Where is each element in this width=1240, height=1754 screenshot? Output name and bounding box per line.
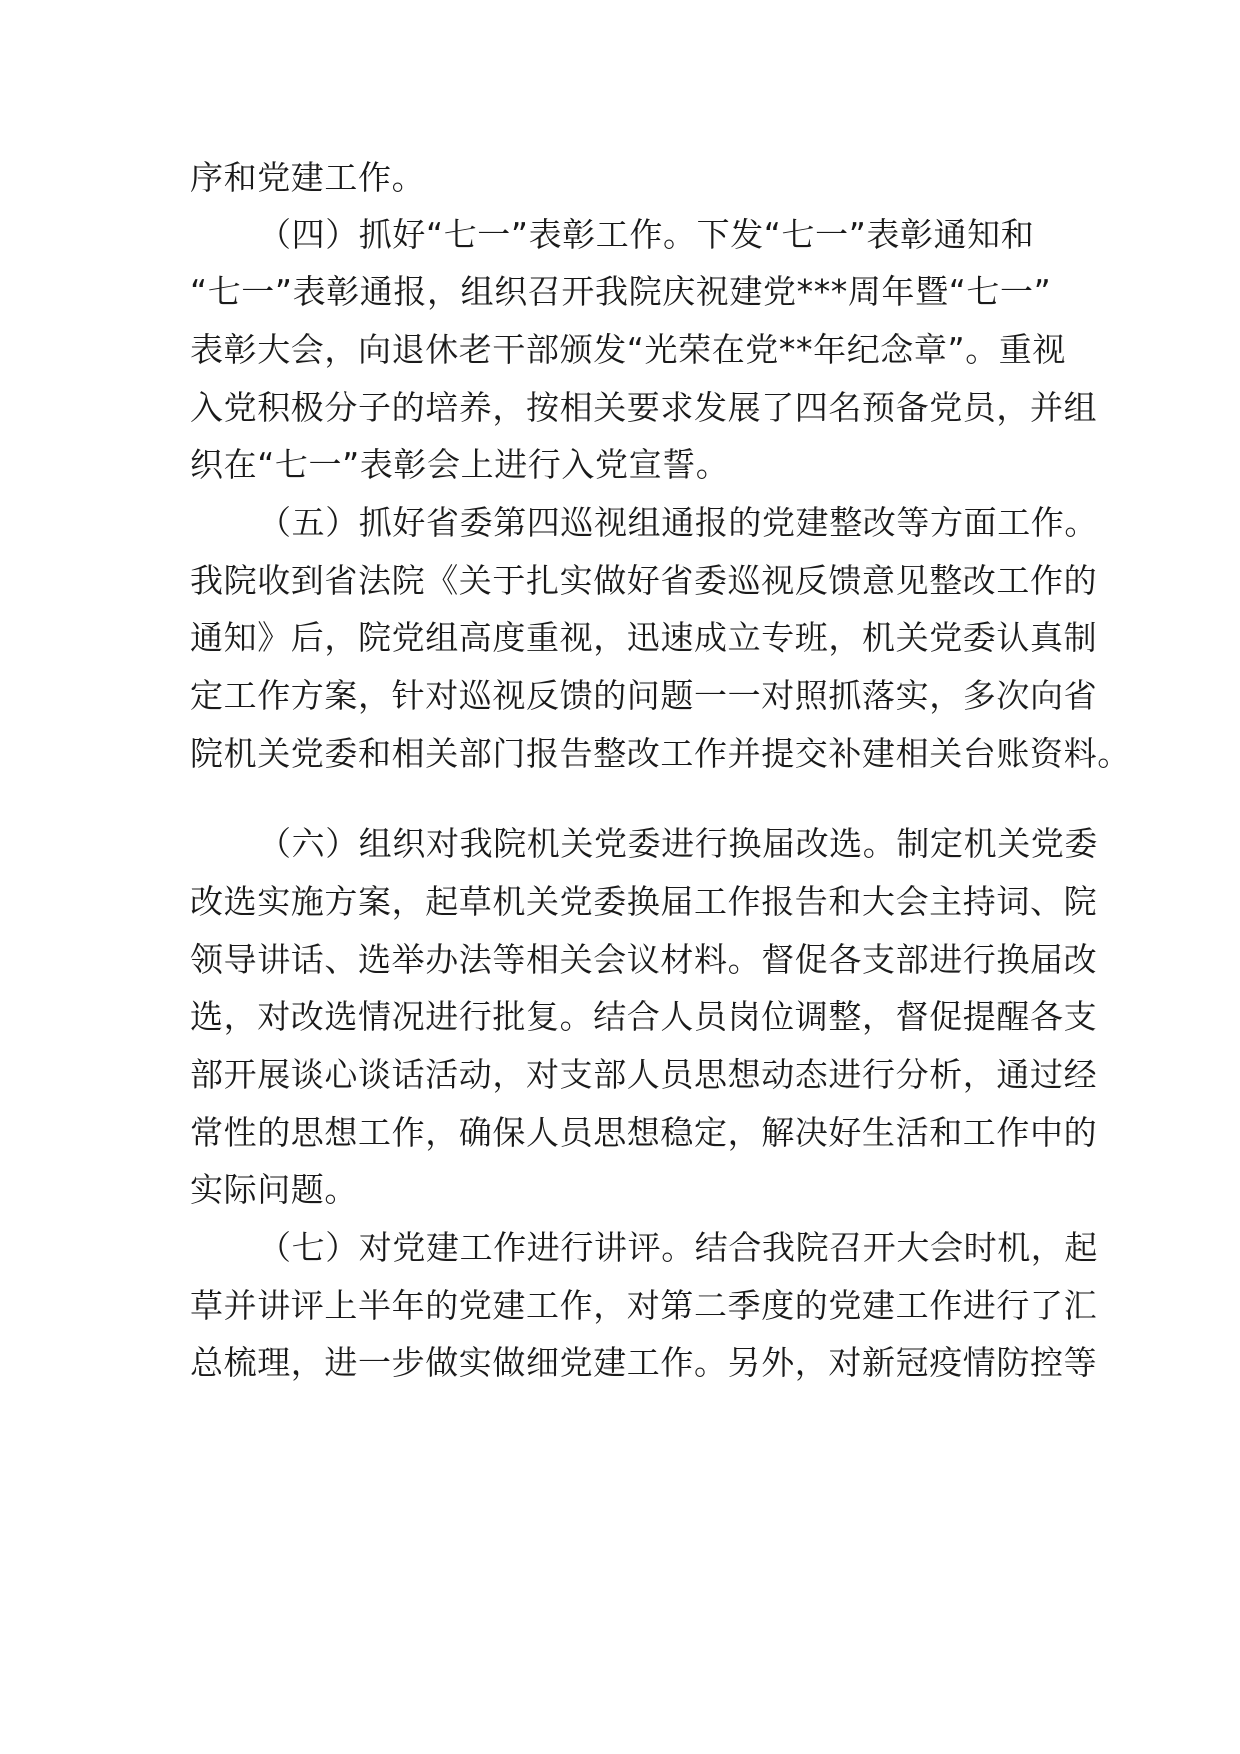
text-line: 草并讲评上半年的党建工作，对第二季度的党建工作进行了汇 [190, 1286, 1098, 1325]
section-heading-four: （四）抓好“七一”表彰工作。下发“七一”表彰通知和 [258, 215, 1035, 254]
text-line: 序和党建工作。 [190, 158, 426, 197]
text-line: 总梳理，进一步做实做细党建工作。另外，对新冠疫情防控等 [190, 1343, 1098, 1382]
text-line: 织在“七一”表彰会上进行入党宣誓。 [190, 445, 730, 484]
text-line: 定工作方案，针对巡视反馈的问题一一对照抓落实，多次向省 [190, 676, 1098, 715]
section-heading-six: （六）组织对我院机关党委进行换届改选。制定机关党委 [258, 824, 1098, 863]
text-line: “七一”表彰通报，组织召开我院庆祝建党***周年暨“七一” [190, 272, 1052, 311]
text-line: 选，对改选情况进行批复。结合人员岗位调整，督促提醒各支 [190, 997, 1098, 1036]
text-line: 常性的思想工作，确保人员思想稳定，解决好生活和工作中的 [190, 1113, 1098, 1152]
text-line: 表彰大会，向退休老干部颁发“光荣在党**年纪念章”。重视 [190, 330, 1066, 369]
text-line: 改选实施方案，起草机关党委换届工作报告和大会主持词、院 [190, 882, 1098, 921]
text-line: 部开展谈心谈话活动，对支部人员思想动态进行分析，通过经 [190, 1055, 1098, 1094]
text-line: 院机关党委和相关部门报告整改工作并提交补建相关台账资料。 [190, 734, 1131, 773]
text-line: 领导讲话、选举办法等相关会议材料。督促各支部进行换届改 [190, 940, 1098, 979]
section-heading-seven: （七）对党建工作进行讲评。结合我院召开大会时机，起 [258, 1228, 1098, 1267]
text-line: 实际问题。 [190, 1170, 358, 1209]
text-line: 入党积极分子的培养，按相关要求发展了四名预备党员，并组 [190, 388, 1098, 427]
text-line: 通知》后，院党组高度重视，迅速成立专班，机关党委认真制 [190, 618, 1098, 657]
text-line: 我院收到省法院《关于扎实做好省委巡视反馈意见整改工作的 [190, 561, 1098, 600]
section-heading-five: （五）抓好省委第四巡视组通报的党建整改等方面工作。 [258, 503, 1098, 542]
